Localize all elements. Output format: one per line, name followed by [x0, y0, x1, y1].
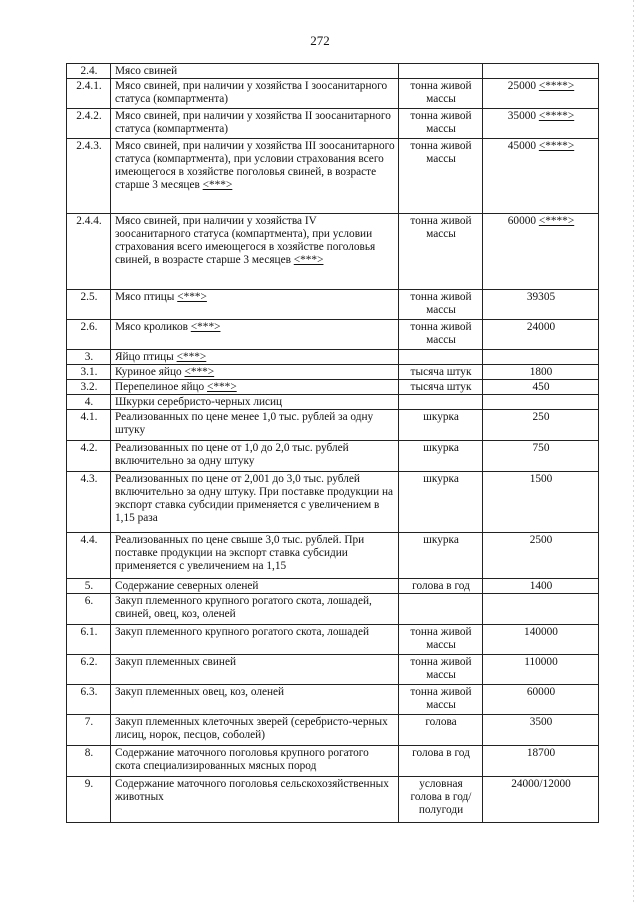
table-row [67, 320, 599, 350]
subsidy-rate: 39305 [483, 290, 599, 320]
unit-of-measure: условная голова в год/полугоди [399, 777, 483, 823]
unit-of-measure: тонна живой массы [399, 214, 483, 290]
subsidy-rate: 3500 [483, 715, 599, 746]
unit-of-measure [399, 395, 483, 410]
subsidy-rates-table [66, 63, 599, 823]
table-row [67, 715, 599, 746]
row-number: 2.5. [67, 290, 111, 320]
footnote-reference: <****> [538, 140, 575, 152]
table-row [67, 579, 599, 594]
item-name: Реализованных по цене менее 1,0 тыс. рублей за одну штуку [111, 410, 399, 441]
unit-of-measure: тонна живой массы [399, 320, 483, 350]
unit-of-measure: тонна живой массы [399, 139, 483, 214]
unit-of-measure: голова в год [399, 746, 483, 777]
footnote-reference: <****> [538, 110, 575, 122]
table-row [67, 79, 599, 109]
unit-of-measure: тонна живой массы [399, 625, 483, 655]
item-name: Реализованных по цене от 2,001 до 3,0 тыс. рублей включительно за одну штуку. При поставке продукции на экспорт ставка субсидии применяется с увеличением в 1,15 раза [111, 472, 399, 533]
subsidy-rate: 18700 [483, 746, 599, 777]
item-name: Закуп племенного крупного рогатого скота, лошадей, свиней, овец, коз, оленей [111, 594, 399, 625]
table-row [67, 625, 599, 655]
footnote-reference: <****> [538, 80, 575, 92]
row-number: 4.1. [67, 410, 111, 441]
item-name: Мясо свиней, при наличии у хозяйства II зоосанитарного статуса (компартмента) [111, 109, 399, 139]
unit-of-measure: тысяча штук [399, 365, 483, 380]
unit-of-measure [399, 594, 483, 625]
item-name: Закуп племенных клеточных зверей (серебристо-черных лисиц, норок, песцов, соболей) [111, 715, 399, 746]
row-number: 6.2. [67, 655, 111, 685]
page-number: 272 [310, 33, 330, 48]
row-number: 3. [67, 350, 111, 365]
subsidy-rate: 24000 [483, 320, 599, 350]
footnote-reference: <****> [538, 215, 575, 227]
table-row [67, 746, 599, 777]
table-row [67, 109, 599, 139]
item-name: Закуп племенных свиней [111, 655, 399, 685]
footnote-reference: <***> [190, 321, 221, 333]
item-name: Содержание маточного поголовья крупного рогатого скота специализированных мясных пород [111, 746, 399, 777]
table-row [67, 685, 599, 715]
table-row [67, 290, 599, 320]
unit-of-measure: шкурка [399, 533, 483, 579]
table-row [67, 350, 599, 365]
table-row [67, 139, 599, 214]
item-name: Куриное яйцо <***> [111, 365, 399, 380]
subsidy-rate [483, 395, 599, 410]
subsidy-rate: 24000/12000 [483, 777, 599, 823]
row-number: 3.2. [67, 380, 111, 395]
footnote-reference: <***> [293, 254, 324, 266]
footnote-reference: <***> [202, 179, 233, 191]
unit-of-measure: тонна живой массы [399, 290, 483, 320]
row-number: 2.4.3. [67, 139, 111, 214]
row-number: 8. [67, 746, 111, 777]
unit-of-measure: тонна живой массы [399, 685, 483, 715]
subsidy-rate: 250 [483, 410, 599, 441]
item-name: Мясо кроликов <***> [111, 320, 399, 350]
subsidy-rate: 45000 <****> [483, 139, 599, 214]
table-row [67, 410, 599, 441]
item-name: Яйцо птицы <***> [111, 350, 399, 365]
item-name: Мясо свиней, при наличии у хозяйства III зоосанитарного статуса (компартмента), при условии страхования всего имеющегося в хозяйстве поголовья свиней, в возрасте старше 3 месяцев <***> [111, 139, 399, 214]
table-row [67, 655, 599, 685]
row-number: 2.4.2. [67, 109, 111, 139]
subsidy-rate: 1800 [483, 365, 599, 380]
table-row [67, 594, 599, 625]
row-number: 2.4. [67, 64, 111, 79]
footnote-reference: <***> [207, 381, 237, 393]
unit-of-measure [399, 350, 483, 365]
row-number: 6. [67, 594, 111, 625]
table-row [67, 472, 599, 533]
item-name: Мясо свиней, при наличии у хозяйства I зоосанитарного статуса (компартмента) [111, 79, 399, 109]
unit-of-measure: тонна живой массы [399, 655, 483, 685]
subsidy-rate: 2500 [483, 533, 599, 579]
subsidy-rate: 450 [483, 380, 599, 395]
row-number: 3.1. [67, 365, 111, 380]
subsidy-rate [483, 594, 599, 625]
item-name: Мясо свиней, при наличии у хозяйства IV зоосанитарного статуса (компартмента), при условии страхования всего имеющегося в хозяйстве поголовья свиней, в возрасте старше 3 месяцев <***> [111, 214, 399, 290]
row-number: 9. [67, 777, 111, 823]
subsidy-rate: 35000 <****> [483, 109, 599, 139]
row-number: 4.3. [67, 472, 111, 533]
table-row [67, 214, 599, 290]
row-number: 5. [67, 579, 111, 594]
table-row [67, 64, 599, 79]
subsidy-rate: 60000 [483, 685, 599, 715]
item-name: Перепелиное яйцо <***> [111, 380, 399, 395]
row-number: 2.6. [67, 320, 111, 350]
subsidy-rate: 60000 <****> [483, 214, 599, 290]
subsidy-rate: 1400 [483, 579, 599, 594]
unit-of-measure: тонна живой массы [399, 109, 483, 139]
row-number: 6.1. [67, 625, 111, 655]
item-name: Реализованных по цене от 1,0 до 2,0 тыс. рублей включительно за одну штуку [111, 441, 399, 472]
footnote-reference: <***> [177, 291, 207, 303]
item-name: Содержание северных оленей [111, 579, 399, 594]
table-row [67, 380, 599, 395]
unit-of-measure: тонна живой массы [399, 79, 483, 109]
unit-of-measure: голова в год [399, 579, 483, 594]
item-name: Мясо птицы <***> [111, 290, 399, 320]
subsidy-rate: 750 [483, 441, 599, 472]
row-number: 4.2. [67, 441, 111, 472]
subsidy-rate: 110000 [483, 655, 599, 685]
item-name: Закуп племенных овец, коз, оленей [111, 685, 399, 715]
row-number: 4. [67, 395, 111, 410]
table-row [67, 533, 599, 579]
item-name: Содержание маточного поголовья сельскохозяйственных животных [111, 777, 399, 823]
row-number: 6.3. [67, 685, 111, 715]
unit-of-measure [399, 64, 483, 79]
footnote-reference: <***> [184, 366, 215, 378]
table-row [67, 395, 599, 410]
unit-of-measure: тысяча штук [399, 380, 483, 395]
row-number: 7. [67, 715, 111, 746]
unit-of-measure: шкурка [399, 410, 483, 441]
scan-edge-mark [633, 0, 634, 905]
table-row [67, 365, 599, 380]
table-row [67, 777, 599, 823]
item-name: Мясо свиней [111, 64, 399, 79]
row-number: 2.4.1. [67, 79, 111, 109]
subsidy-rate: 25000 <****> [483, 79, 599, 109]
row-number: 2.4.4. [67, 214, 111, 290]
subsidy-rate [483, 64, 599, 79]
item-name: Закуп племенного крупного рогатого скота, лошадей [111, 625, 399, 655]
table-body [67, 64, 599, 823]
subsidy-rate: 1500 [483, 472, 599, 533]
item-name: Шкурки серебристо-черных лисиц [111, 395, 399, 410]
unit-of-measure: шкурка [399, 441, 483, 472]
item-name: Реализованных по цене свыше 3,0 тыс. рублей. При поставке продукции на экспорт ставка субсидии применяется с увеличением на 1,15 [111, 533, 399, 579]
row-number: 4.4. [67, 533, 111, 579]
footnote-reference: <***> [176, 351, 207, 363]
table-row [67, 441, 599, 472]
unit-of-measure: голова [399, 715, 483, 746]
unit-of-measure: шкурка [399, 472, 483, 533]
subsidy-rate: 140000 [483, 625, 599, 655]
subsidy-rate [483, 350, 599, 365]
